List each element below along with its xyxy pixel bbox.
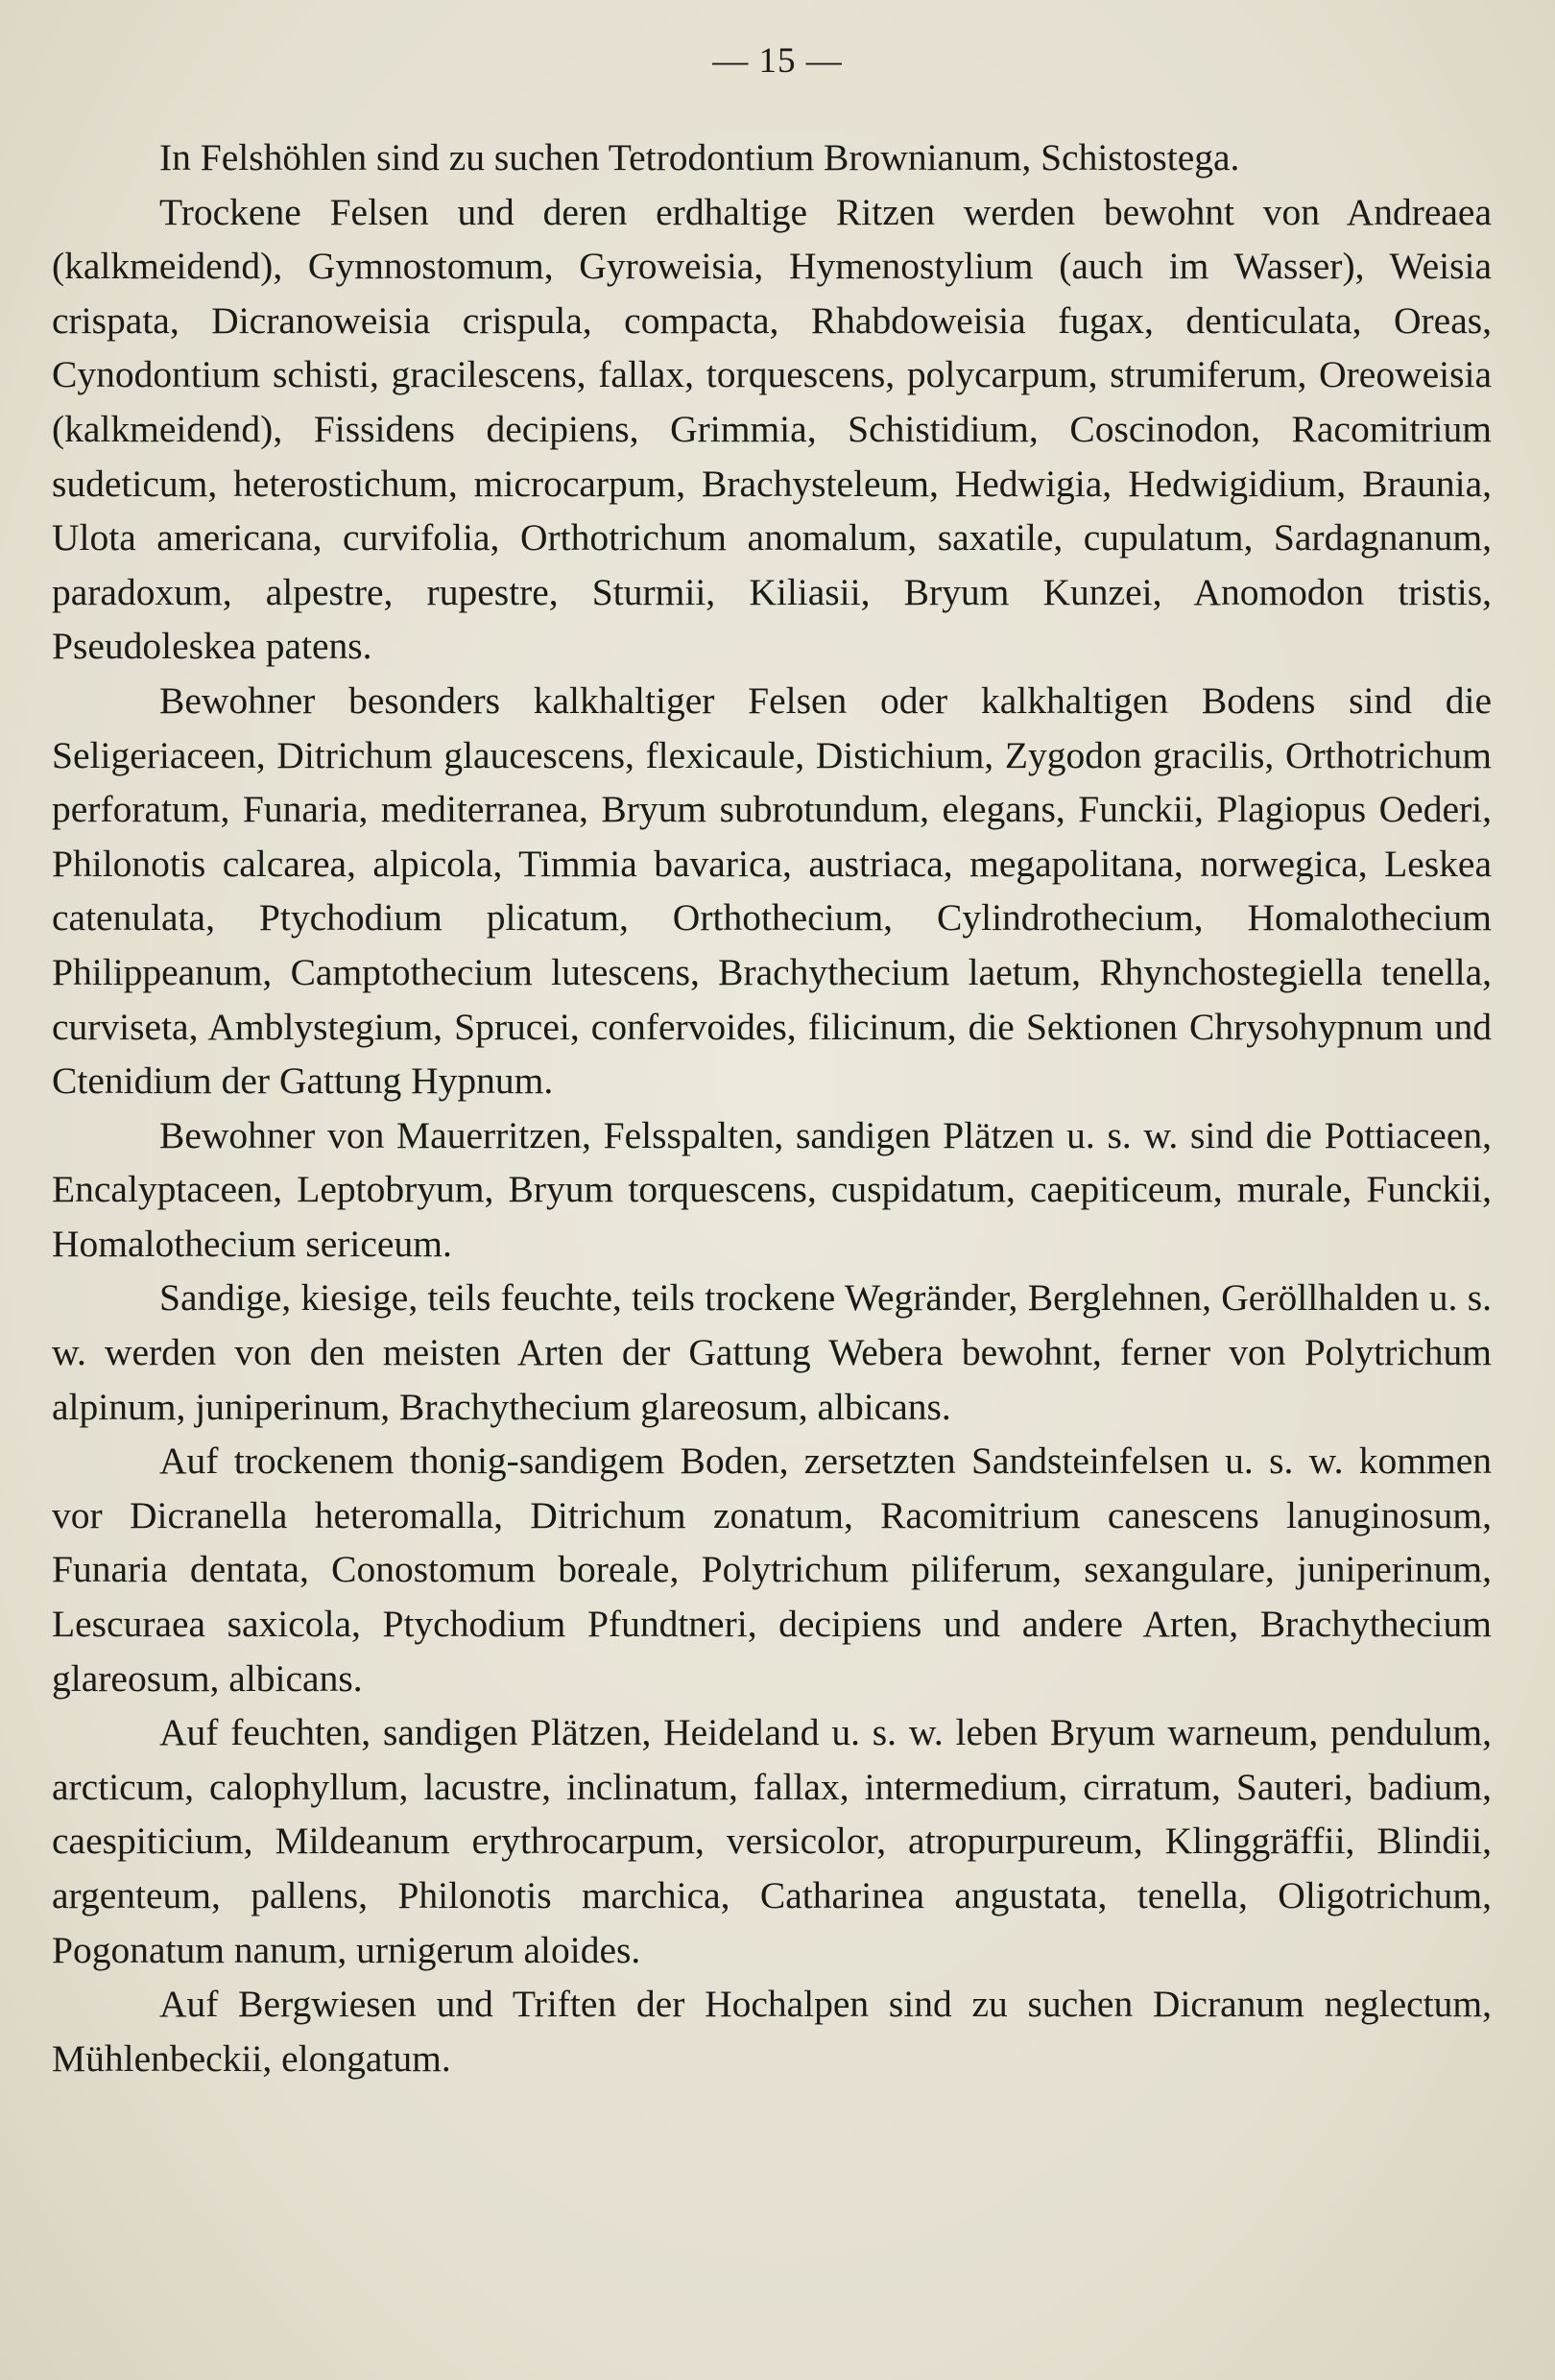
body-text [52, 131, 1492, 2085]
paragraph-alpine-meadows: Auf Bergwiesen und Triften der Hochalpen sind zu suchen Dicranum neglectum, Mühlenbeckii, elongatum. [52, 1983, 1492, 2080]
paragraph-wall-crevices: Bewohner von Mauerritzen, Felsspalten, sandigen Plätzen u. s. w. sind die Pottiaceen, Encalyptaceen, Leptobryum, Bryum torquescens, cuspidatum, caepiticeum, murale, Funckii, Homalothecium sericeum. [52, 1113, 1492, 1265]
paragraph-dry-clay-soil: Auf trockenem thonig-sandigem Boden, zersetzten Sandsteinfelsen u. s. w. kommen vor Dicranella heteromalla, Ditrichum zonatum, Racomitrium canescens lanuginosum, Funaria dentata, Conostomum boreale, Polytrichum piliferum, sexangulare, juniperinum, Lescuraea saxicola, Ptychodium Pfundtneri, decipiens und andere Arten, Brachythecium glareosum, albicans. [52, 1440, 1492, 1700]
paragraph-moist-sandy-places: Auf feuchten, sandigen Plätzen, Heideland u. s. w. leben Bryum warneum, pendulum, arcticum, calophyllum, lacustre, inclinatum, fallax, intermedium, cirratum, Sauteri, badium, caespiticium, Mildeanum erythrocarpum, versicolor, atropurpureum, Klinggräffii, Blindii, argenteum, pallens, Philonotis marchica, Catharinea angustata, tenella, Oligotrichum, Pogonatum nanum, urnigerum aloides. [52, 1711, 1492, 1971]
paragraph-cave-mosses: In Felshöhlen sind zu suchen Tetrodontium Brownianum, Schistostega. [159, 136, 1240, 178]
page-number: — 15 — [712, 41, 843, 81]
paragraph-dry-rocks: Trockene Felsen und deren erdhaltige Ritzen werden bewohnt von Andreaea (kalkmeidend), Gymnostomum, Gyroweisia, Hymenostylium (auch im Wasser), Weisia crispata, Dicranoweisia crispula, compacta, Rhabdoweisia fugax, denticulata, Oreas, Cynodontium schisti, gracilescens, fallax, torquescens, polycarpum, strumiferum, Oreoweisia (kalkmeidend), Fissidens decipiens, Grimmia, Schistidium, Coscinodon, Racomitrium sudeticum, heterostichum, microcarpum, Brachysteleum, Hedwigia, Hedwigidium, Braunia, Ulota americana, curvifolia, Orthotrichum anomalum, saxatile, cupulatum, Sardagnanum, paradoxum, alpestre, rupestre, Sturmii, Kiliasii, Bryum Kunzei, Anomodon tristis, Pseudoleskea patens. [52, 190, 1492, 668]
paragraph-sandy-wayside: Sandige, kiesige, teils feuchte, teils trockene Wegränder, Berglehnen, Geröllhalden u. s. w. werden von den meisten Arten der Gattung Webera bewohnt, ferner von Polytrichum alpinum, juniperinum, Brachythecium glareosum, albicans. [52, 1276, 1492, 1428]
paragraph-calcareous-rocks: Bewohner besonders kalkhaltiger Felsen oder kalkhaltigen Bodens sind die Seligeriaceen, Ditrichum glaucescens, flexicaule, Distichium, Zygodon gracilis, Orthotrichum perforatum, Funaria, mediterranea, Bryum subrotundum, elegans, Funckii, Plagiopus Oederi, Philonotis calcarea, alpicola, Timmia bavarica, austriaca, megapolitana, norwegica, Leskea catenulata, Ptychodium plicatum, Orthothecium, Cylindrothecium, Homalothecium Philippeanum, Camptothecium lutescens, Brachythecium laetum, Rhynchostegiella tenella, curviseta, Amblystegium, Sprucei, confervoides, filicinum, die Sektionen Chrysohypnum und Ctenidium der Gattung Hypnum. [52, 678, 1492, 1103]
